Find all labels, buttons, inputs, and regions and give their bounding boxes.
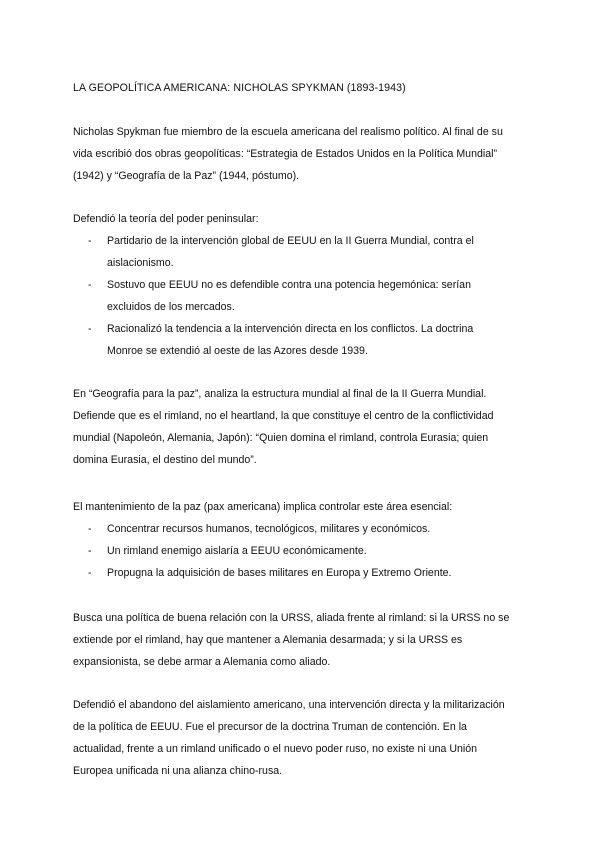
section4-paragraph <box>73 607 533 673</box>
intro-paragraph <box>73 121 533 187</box>
paragraph-line: de la política de EEUU. Fue el precursor de la doctrina Truman de contención. En la <box>73 721 467 733</box>
bullet-dash: - <box>88 545 92 557</box>
paragraph-line: Defendió la teoría del poder peninsular: <box>73 213 259 225</box>
section1-bullet-list <box>88 230 528 362</box>
paragraph-line: vida escribió dos obras geopolíticas: “Estrategia de Estados Unidos en la Política Mundial” <box>73 148 497 160</box>
section1-heading <box>73 208 533 230</box>
bullet-dash: - <box>88 235 92 247</box>
paragraph-line: (1942) y “Geografía de la Paz” (1944, póstumo). <box>73 170 300 182</box>
list-item-line: Sostuvo que EEUU no es defendible contra una potencia hegemónica: serían <box>107 279 471 291</box>
paragraph-line: Nicholas Spykman fue miembro de la escuela americana del realismo político. Al final de su <box>73 126 503 138</box>
section5-paragraph <box>73 694 533 782</box>
section3-heading <box>73 496 533 518</box>
section2-paragraph <box>73 383 533 471</box>
list-item-line: excluidos de los mercados. <box>107 301 235 313</box>
bullet-dash: - <box>88 279 92 291</box>
paragraph-line: mundial (Napoleón, Alemania, Japón): “Quien domina el rimland, controla Eurasia; quien <box>73 432 489 444</box>
list-item-line: aislacionismo. <box>107 257 174 269</box>
paragraph-line: Busca una política de buena relación con la URSS, aliada frente al rimland: si la URSS no se <box>73 612 510 624</box>
list-item <box>88 230 528 274</box>
paragraph-line: Defendió el abandono del aislamiento americano, una intervención directa y la militarización <box>73 699 505 711</box>
list-item <box>88 562 528 584</box>
paragraph-line: extiende por el rimland, hay que mantener a Alemania desarmada; y si la URSS es <box>73 634 463 646</box>
list-item <box>88 318 528 362</box>
paragraph-line: domina Eurasia, el destino del mundo”. <box>73 454 257 466</box>
paragraph-line: expansionista, se debe armar a Alemania como aliado. <box>73 656 331 668</box>
bullet-dash: - <box>88 567 92 579</box>
paragraph-line: actualidad, frente a un rimland unificado o el nuevo poder ruso, no existe ni una Unión <box>73 743 478 755</box>
list-item-line: Partidario de la intervención global de EEUU en la II Guerra Mundial, contra el <box>107 235 474 247</box>
paragraph-line: Defiende que es el rimland, no el heartland, la que constituye el centro de la conflictividad <box>73 410 494 422</box>
list-item <box>88 274 528 318</box>
list-item <box>88 518 528 540</box>
list-item-line: Concentrar recursos humanos, tecnológicos, militares y económicos. <box>107 523 431 535</box>
document-title: LA GEOPOLÍTICA AMERICANA: NICHOLAS SPYKMAN (1893-1943) <box>73 82 406 94</box>
list-item-line: Propugna la adquisición de bases militares en Europa y Extremo Oriente. <box>107 567 452 579</box>
bullet-dash: - <box>88 523 92 535</box>
list-item-line: Racionalizó la tendencia a la intervención directa en los conflictos. La doctrina <box>107 323 474 335</box>
paragraph-line: El mantenimiento de la paz (pax americana) implica controlar este área esencial: <box>73 501 453 513</box>
list-item-line: Un rimland enemigo aislaría a EEUU económicamente. <box>107 545 367 557</box>
paragraph-line: Europea unificada ni una alianza chino-rusa. <box>73 765 283 777</box>
section3-bullet-list <box>88 518 528 584</box>
list-item-line: Monroe se extendió al oeste de las Azores desde 1939. <box>107 345 368 357</box>
bullet-dash: - <box>88 323 92 335</box>
list-item <box>88 540 528 562</box>
paragraph-line: En “Geografía para la paz”, analiza la estructura mundial al final de la II Guerra Mundial. <box>73 388 487 400</box>
